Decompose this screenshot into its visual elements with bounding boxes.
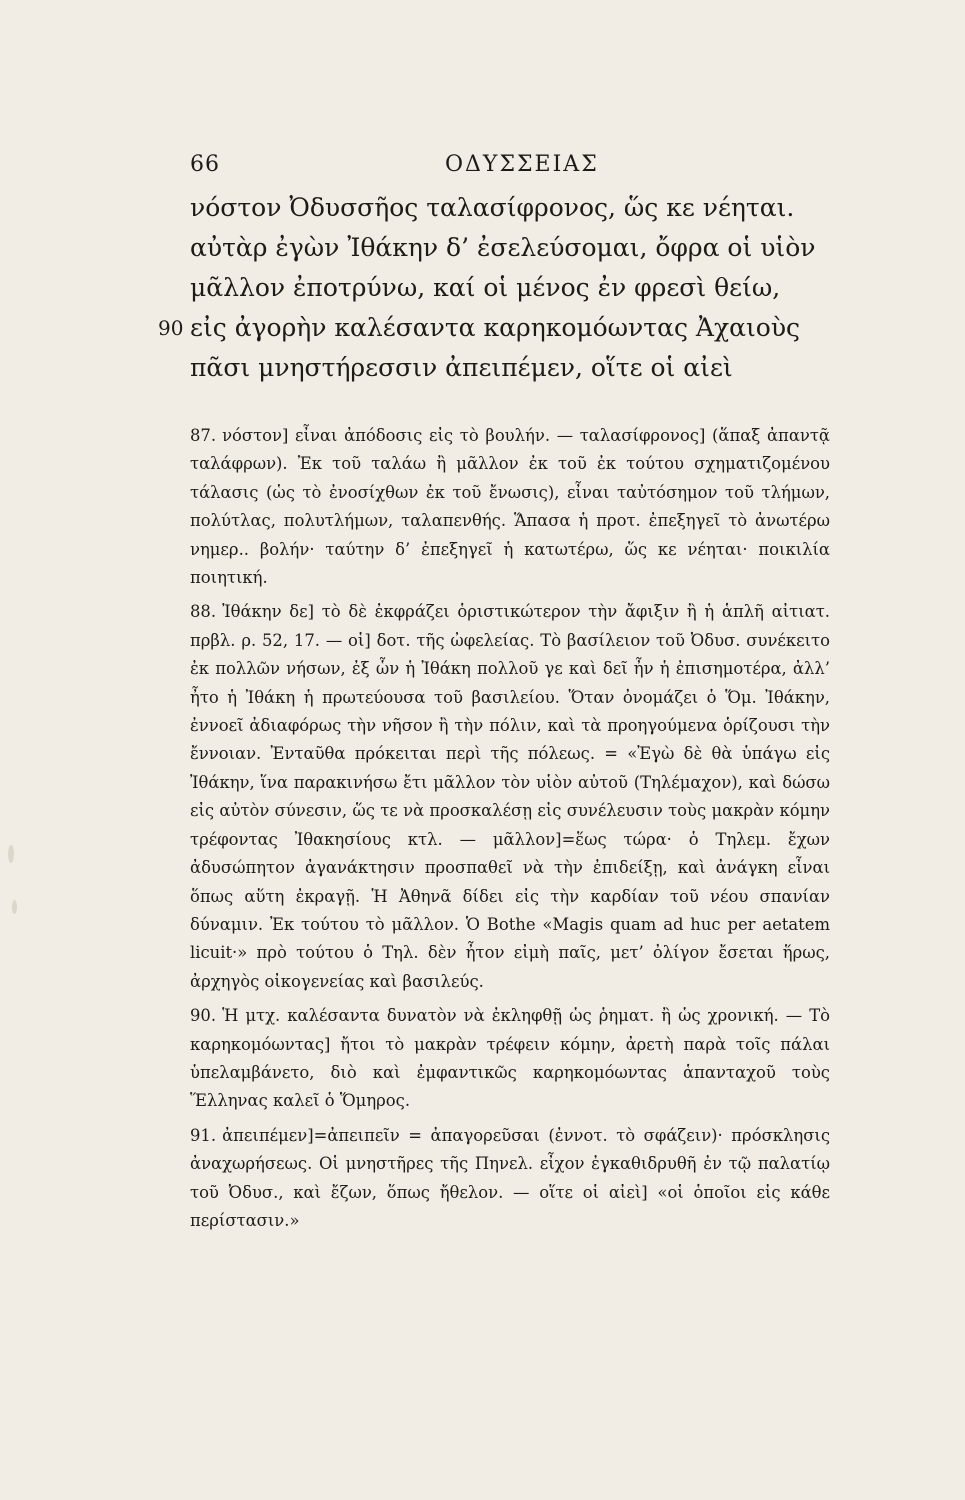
note-text: Ἡ μτχ. καλέσαντα δυνατὸν νὰ ἐκληφθῇ ὡς ῥηματ. ἢ ὡς χρονική. — Τὸ καρηκομόωντας] ἤτοι τὸ μακρὰν τρέφειν κόμην, ἀρετὴ παρὰ τοῖς πάλαι ὑπελαμβάνετο, διὸ καὶ ἐμφαντικῶς καρηκομόωντας ἁπανταχοῦ τοὺς Ἕλληνας καλεῖ ὁ Ὅμηρος.	[190, 1006, 830, 1111]
page-number: 66	[190, 152, 220, 177]
commentary-note	[190, 598, 830, 996]
verse-text: νόστον Ὀδυσσῆος ταλασίφρονος, ὥς κε νέηται.	[190, 193, 795, 222]
note-number: 90.	[190, 1006, 217, 1026]
note-text: Ἰθάκην δε] τὸ δὲ ἐκφράζει ὁριστικώτερον τὴν ἄφιξιν ἢ ἡ ἁπλῆ αἰτιατ. πρβλ. ρ. 52, 17. — οἱ] δοτ. τῆς ὠφελείας. Τὸ βασίλειον τοῦ Ὀδυσ. συνέκειτο ἐκ πολλῶν νήσων, ἐξ ὧν ἡ Ἰθάκη πολλοῦ γε καὶ δεῖ ἦν ἡ ἐπισημοτέρα, ἀλλ’ ἦτο ἡ Ἰθάκη ἡ πρωτεύουσα τοῦ βασιλείου. Ὅταν ὀνομάζει ὁ Ὅμ. Ἰθάκην, ἐννοεῖ ἀδιαφόρως τὴν νῆσον ἢ τὴν πόλιν, καὶ τὰ προηγούμενα ὁρίζουσι τὴν ἔννοιαν. Ἐνταῦθα πρόκειται περὶ τῆς πόλεως. = «Ἐγὼ δὲ θὰ ὑπάγω εἰς Ἰθάκην, ἵνα παρακινήσω ἔτι μᾶλλον τὸν υἱὸν αὐτοῦ (Τηλέμαχον), καὶ δώσω εἰς αὐτὸν σύνεσιν, ὥς τε νὰ προσκαλέσῃ εἰς συνέλευσιν τοὺς μακρὰν κόμην τρέφοντας Ἰθακησίους κτλ. — μᾶλλον]=ἕως τώρα· ὁ Τηλεμ. ἔχων ἀδυσώπητον ἀγανάκτησιν προσπαθεῖ νὰ τὴν ἐπιδείξῃ, καὶ ἀνάγκη εἶναι ὅπως αὕτη ἐκραγῇ. Ἡ Ἀθηνᾶ δίδει εἰς τὴν καρδίαν τοῦ νέου σπανίαν δύναμιν. Ἐκ τούτου τὸ μᾶλλον. Ὁ Bothe «Magis quam ad huc per aetatem licuit·» πρὸ τούτου ὁ Τηλ. δὲν ἦτον εἰμὴ παῖς, μετ’ ὀλίγον ἔσεται ἥρως, ἀρχηγὸς οἰκογενείας καὶ βασιλεύς.	[190, 602, 830, 991]
note-number: 91.	[190, 1125, 217, 1145]
paper-spot	[12, 900, 17, 914]
running-title: ΟΔΥΣΣΕΙΑΣ	[445, 152, 599, 177]
note-number: 88.	[190, 602, 217, 622]
verse-line	[190, 348, 830, 388]
verse-text: εἰς ἀγορὴν καλέσαντα καρηκομόωντας Ἀχαιοὺς	[190, 313, 801, 342]
verse-block	[158, 188, 830, 388]
verse-text: μᾶλλον ἐποτρύνω, καί οἱ μένος ἐν φρεσὶ θείω,	[190, 273, 781, 302]
note-text: νόστον] εἶναι ἀπόδοσις εἰς τὸ βουλήν. — ταλασίφρονος] (ἅπαξ ἀπαντᾷ ταλάφρων). Ἐκ τοῦ ταλάω ἢ μᾶλλον ἐκ τοῦ ἐκ τούτου σχηματιζομένου τάλασις (ὡς τὸ ἐνοσίχθων ἐκ τοῦ ἔνωσις), εἶναι ταὐτόσημον τοῦ τλήμων, πολύτλας, πολυτλήμων, ταλαπενθής. Ἅπασα ἡ προτ. ἐπεξηγεῖ τὸ ἀνωτέρω νημερ.. βολήν· ταύτην δ’ ἐπεξηγεῖ ἡ κατωτέρω, ὥς κε νέηται· ποικιλία ποιητική.	[190, 426, 830, 588]
note-number: 87.	[190, 426, 217, 445]
page-header	[190, 152, 830, 182]
note-text: ἀπειπέμεν]=ἀπειπεῖν = ἀπαγορεῦσαι (ἐννοτ. τὸ σφάζειν)· πρόσκλησις ἀναχωρήσεως. Οἱ μνηστῆρες τῆς Πηνελ. εἶχον ἐγκαθιδρυθῆ ἐν τῷ παλατίῳ τοῦ Ὀδυσ., καὶ ἔζων, ὅπως ἤθελον. — οἵτε οἱ αἰεὶ] «οἱ ὁποῖοι εἰς κάθε περίστασιν.»	[190, 1125, 830, 1230]
commentary-notes	[190, 422, 830, 1241]
commentary-note	[190, 1122, 830, 1236]
verse-line	[190, 188, 830, 228]
verse-line-number: 90	[158, 316, 184, 340]
commentary-note	[190, 422, 830, 592]
paper-spot	[8, 845, 14, 863]
verse-line	[158, 308, 830, 348]
verse-text: πᾶσι μνηστήρεσσιν ἀπειπέμεν, οἵτε οἱ αἰεὶ	[190, 353, 733, 382]
verse-line	[190, 228, 830, 268]
verse-line	[190, 268, 830, 308]
commentary-note	[190, 1002, 830, 1116]
verse-text: αὐτὰρ ἐγὼν Ἰθάκην δ’ ἐσελεύσομαι, ὄφρα οἱ υἱὸν	[190, 233, 816, 262]
